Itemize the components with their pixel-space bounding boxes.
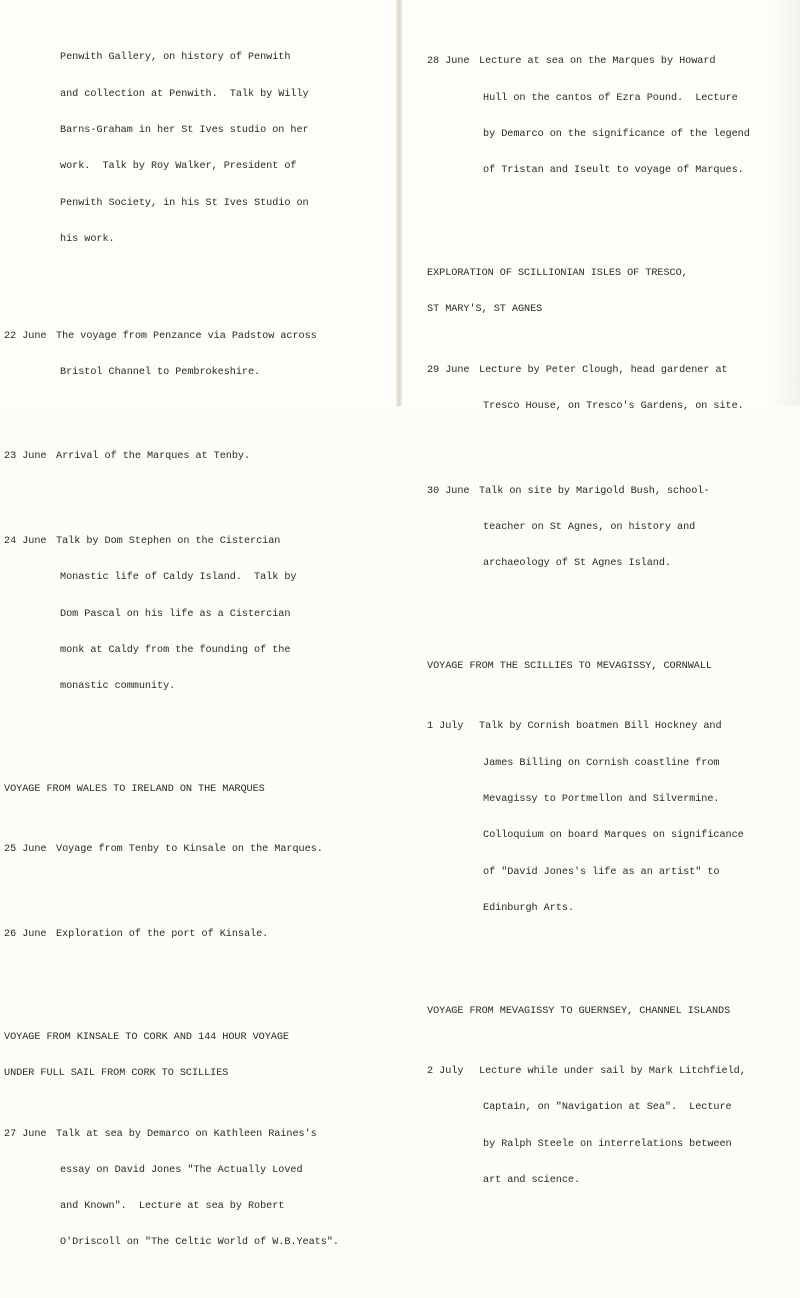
left-page bbox=[0, 0, 398, 1249]
text-line: Penwith Gallery, on history of Penwith bbox=[60, 52, 291, 64]
entry-date: 2 July bbox=[427, 1066, 464, 1078]
right-page bbox=[402, 0, 800, 1186]
entry-date: 23 June bbox=[4, 451, 47, 463]
entry-text: monastic community. bbox=[60, 681, 176, 693]
entry-text: Lecture while under sail by Mark Litchfield, bbox=[479, 1066, 746, 1078]
entry-text: Dom Pascal on his life as a Cistercian bbox=[60, 608, 291, 620]
schedule-entry bbox=[427, 461, 750, 594]
page-edge bbox=[770, 0, 800, 406]
entry-text: Talk by Dom Stephen on the Cistercian bbox=[56, 536, 281, 548]
section-heading: VOYAGE FROM THE SCILLIES TO MEVAGISSY, CORNWALL bbox=[427, 660, 712, 672]
entry-text: Talk on site by Marigold Bush, school- bbox=[479, 485, 710, 497]
entry-text: Edinburgh Arts. bbox=[483, 902, 574, 914]
entry-text: Voyage from Tenby to Kinsale on the Marques. bbox=[56, 844, 323, 856]
entry-text: by Ralph Steele on interrelations between bbox=[483, 1138, 732, 1150]
entry-text: James Billing on Cornish coastline from bbox=[483, 757, 720, 769]
entry-date: 24 June bbox=[4, 536, 47, 548]
entry-text: of Tristan and Iseult to voyage of Marques. bbox=[483, 165, 744, 177]
entry-text: art and science. bbox=[483, 1174, 581, 1186]
entry-text: and Known". Lecture at sea by Robert bbox=[60, 1201, 285, 1213]
entry-text: Colloquium on board Marques on significance bbox=[483, 830, 744, 842]
schedule-entry bbox=[427, 1042, 750, 1211]
entry-date: 25 June bbox=[4, 844, 47, 856]
entry-date: 27 June bbox=[4, 1128, 47, 1140]
entry-text: The voyage from Penzance via Padstow across bbox=[56, 330, 317, 342]
section-heading: VOYAGE FROM WALES TO IRELAND ON THE MARQUES bbox=[4, 784, 265, 795]
text-line: his work. bbox=[60, 233, 115, 245]
text-line: Penwith Society, in his St Ives Studio on bbox=[60, 197, 309, 209]
section-heading: UNDER FULL SAIL FROM CORK TO SCILLIES bbox=[4, 1068, 229, 1080]
schedule-entry bbox=[4, 512, 339, 718]
entry-text: essay on David Jones "The Actually Loved bbox=[60, 1164, 303, 1176]
text-line: and collection at Penwith. Talk by Willy bbox=[60, 88, 309, 100]
schedule-entry bbox=[427, 32, 750, 201]
section-heading: VOYAGE FROM KINSALE TO CORK AND 144 HOUR VOYAGE bbox=[4, 1031, 289, 1043]
schedule-entry bbox=[4, 820, 339, 880]
entry-date: 1 July bbox=[427, 721, 464, 733]
entry-date: 22 June bbox=[4, 330, 47, 342]
schedule-entry bbox=[4, 427, 339, 487]
entry-text: Tresco House, on Tresco's Gardens, on site. bbox=[483, 401, 744, 412]
entry-text: teacher on St Agnes, on history and bbox=[483, 521, 696, 533]
section-heading: VOYAGE FROM MEVAGISSY TO GUERNSEY, CHANNEL ISLANDS bbox=[427, 1005, 731, 1017]
entry-text: archaeology of St Agnes Island. bbox=[483, 558, 671, 570]
text-line: Barns-Graham in her St Ives studio on her bbox=[60, 124, 309, 136]
entry-text: Talk at sea by Demarco on Kathleen Raines's bbox=[56, 1128, 317, 1140]
entry-date: 26 June bbox=[4, 929, 47, 941]
schedule-entry bbox=[427, 341, 750, 438]
schedule-entry bbox=[427, 697, 750, 939]
entry-text: of "David Jones's life as an artist" to bbox=[483, 866, 720, 878]
entry-text: O'Driscoll on "The Celtic World of W.B.Yeats". bbox=[60, 1237, 339, 1249]
schedule-entry bbox=[4, 1104, 339, 1273]
entry-date: 28 June bbox=[427, 56, 470, 68]
entry-text: by Demarco on the significance of the legend bbox=[483, 128, 750, 140]
continuation-block bbox=[4, 28, 339, 270]
entry-text: Hull on the cantos of Ezra Pound. Lecture bbox=[483, 92, 738, 104]
entry-text: Arrival of the Marques at Tenby. bbox=[56, 451, 251, 463]
text-line: work. Talk by Roy Walker, President of bbox=[60, 161, 297, 173]
entry-text: Captain, on "Navigation at Sea". Lecture bbox=[483, 1102, 732, 1114]
right-column bbox=[427, 8, 750, 1235]
entry-text: Exploration of the port of Kinsale. bbox=[56, 929, 269, 941]
entry-date: 29 June bbox=[427, 364, 470, 376]
schedule-entry bbox=[4, 905, 339, 965]
section-heading: ST MARY'S, ST AGNES bbox=[427, 304, 543, 316]
entry-text: Monastic life of Caldy Island. Talk by bbox=[60, 572, 297, 584]
entry-text: monk at Caldy from the founding of the bbox=[60, 644, 291, 656]
entry-text: Bristol Channel to Pembrokeshire. bbox=[60, 366, 261, 378]
entry-text: Mevagissy to Portmellon and Silvermine. bbox=[483, 794, 720, 805]
entry-text: Talk by Cornish boatmen Bill Hockney and bbox=[479, 721, 722, 733]
entry-text: Lecture at sea on the Marques by Howard bbox=[479, 56, 716, 68]
section-heading: EXPLORATION OF SCILLIONIAN ISLES OF TRESCO, bbox=[427, 267, 688, 279]
entry-date: 30 June bbox=[427, 485, 470, 497]
schedule-entry bbox=[4, 306, 339, 403]
left-column bbox=[4, 4, 339, 1298]
entry-text: Lecture by Peter Clough, head gardener at bbox=[479, 364, 728, 376]
